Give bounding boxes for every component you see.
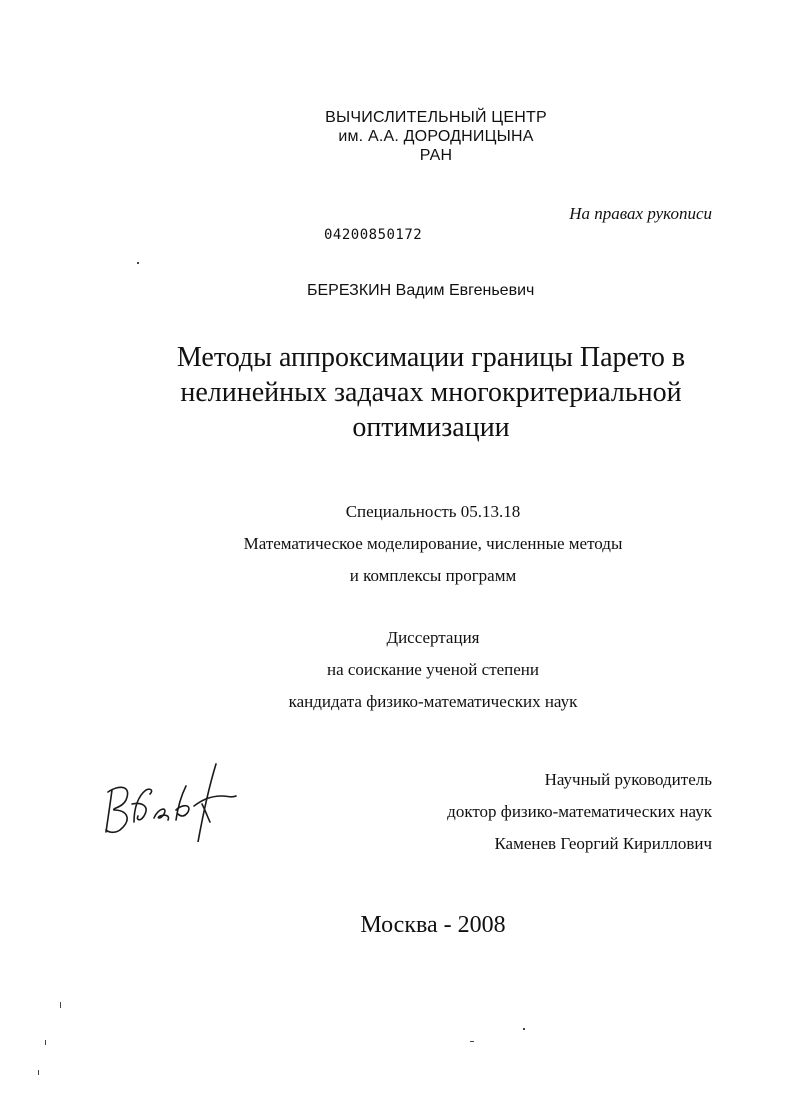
title-line-3: оптимизации xyxy=(352,412,510,443)
author-name: БЕРЕЗКИН Вадим Евгеньевич xyxy=(307,282,535,299)
degree-line-1: Диссертация xyxy=(386,628,480,647)
specialty-code: Специальность 05.13.18 xyxy=(345,502,521,521)
specialty-name-line-2: и комплексы программ xyxy=(349,566,517,585)
supervisor-name: Каменев Георгий Кириллович xyxy=(494,834,712,853)
supervisor-block xyxy=(447,764,712,860)
scan-speck xyxy=(38,1070,39,1075)
institution-line-3: РАН xyxy=(419,147,453,164)
supervisor-role: Научный руководитель xyxy=(544,770,712,789)
title-line-2: нелинейных задачах многокритериальной xyxy=(180,377,682,408)
degree-line-3: кандидата физико-математических наук xyxy=(288,692,578,711)
title-line-1: Методы аппроксимации границы Парето в xyxy=(176,342,686,373)
institution-header xyxy=(286,108,586,165)
scan-speck xyxy=(523,1028,525,1030)
specialty-name-line-1: Математическое моделирование, численные методы xyxy=(243,534,623,553)
scan-speck xyxy=(60,1002,61,1008)
institution-line-2: им. А.А. ДОРОДНИЦЫНА xyxy=(338,128,534,145)
scan-speck xyxy=(137,262,139,264)
degree-block xyxy=(183,622,683,718)
city-year: Москва - 2008 xyxy=(360,912,506,938)
author-signature xyxy=(98,760,238,842)
specialty-block xyxy=(183,496,683,592)
scan-speck xyxy=(45,1040,46,1045)
scan-speck xyxy=(470,1041,474,1042)
institution-line-1: ВЫЧИСЛИТЕЛЬНЫЙ ЦЕНТР xyxy=(325,109,547,126)
degree-line-2: на соискание ученой степени xyxy=(326,660,540,679)
document-number: 04200850172 xyxy=(324,227,423,243)
rights-note: На правах рукописи xyxy=(569,204,712,223)
supervisor-degree: доктор физико-математических наук xyxy=(447,802,712,821)
dissertation-title xyxy=(150,340,712,445)
